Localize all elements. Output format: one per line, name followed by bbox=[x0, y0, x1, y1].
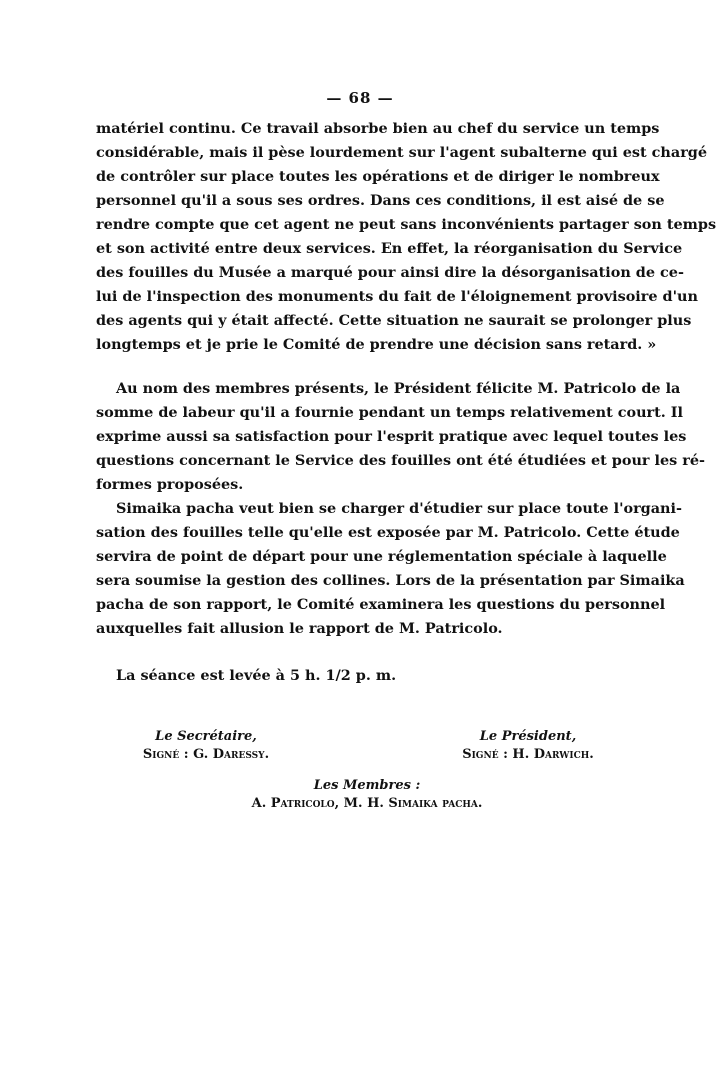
text-line: pacha de son rapport, le Comité examinera les questions du personnel bbox=[96, 596, 666, 613]
text-line: lui de l'inspection des monuments du fait de l'éloignement provisoire d'un bbox=[96, 288, 698, 305]
text-line: de contrôler sur place toutes les opérations et de diriger le nombreux bbox=[96, 168, 660, 185]
text-line: sation des fouilles telle qu'elle est exposée par M. Patricolo. Cette étude bbox=[96, 524, 680, 541]
text-line: matériel continu. Ce travail absorbe bien au chef du service un temps bbox=[96, 120, 660, 137]
text-line: formes proposées. bbox=[96, 476, 244, 493]
paragraph-continued bbox=[96, 117, 717, 357]
members-names: A. Patricolo, M. H. Simaika pacha. bbox=[251, 796, 483, 811]
text-line: auxquelles fait allusion le rapport de M. Patricolo. bbox=[96, 620, 503, 637]
members-title: Les Membres : bbox=[313, 778, 421, 793]
text-line: exprime aussi sa satisfaction pour l'esprit pratique avec lequel toutes les bbox=[96, 428, 687, 445]
text-line: questions concernant le Service des fouilles ont été étudiées et pour les ré- bbox=[96, 452, 705, 469]
text-line: servira de point de départ pour une réglementation spéciale à laquelle bbox=[96, 548, 667, 565]
paragraph-president bbox=[96, 377, 705, 497]
text-line: considérable, mais il pèse lourdement sur l'agent subalterne qui est chargé bbox=[96, 144, 707, 161]
president-signature bbox=[418, 728, 638, 764]
president-signed: Signé : H. Darwich. bbox=[462, 747, 594, 762]
paragraph-gap bbox=[96, 641, 638, 664]
text-line: longtemps et je prie le Comité de prendre une décision sans retard. » bbox=[96, 336, 657, 353]
text-line: et son activité entre deux services. En effet, la réorganisation du Service bbox=[96, 240, 683, 257]
text-line: somme de labeur qu'il a fournie pendant un temps relativement court. Il bbox=[96, 404, 684, 421]
text-line: Au nom des membres présents, le Président félicite M. Patricolo de la bbox=[116, 380, 681, 397]
paragraph-simaika bbox=[96, 497, 685, 641]
president-title: Le Président, bbox=[479, 729, 577, 744]
text-line: sera soumise la gestion des collines. Lors de la présentation par Simaika bbox=[96, 572, 685, 589]
paragraph-gap bbox=[96, 357, 638, 377]
body-text bbox=[96, 117, 717, 688]
members-signature bbox=[96, 777, 638, 813]
text-line: des agents qui y était affecté. Cette situation ne saurait se prolonger plus bbox=[96, 312, 692, 329]
secretary-signature bbox=[96, 728, 316, 764]
text-line: Simaika pacha veut bien se charger d'étudier sur place toute l'organi- bbox=[116, 500, 682, 517]
secretary-title: Le Secrétaire, bbox=[155, 729, 257, 744]
secretary-signed: Signé : G. Daressy. bbox=[142, 747, 270, 762]
text-line: rendre compte que cet agent ne peut sans inconvénients partager son temps bbox=[96, 216, 717, 233]
text-line: des fouilles du Musée a marqué pour ainsi dire la désorganisation de ce- bbox=[96, 264, 684, 281]
page-number: — 68 — bbox=[326, 89, 394, 107]
text-line: personnel qu'il a sous ses ordres. Dans ces conditions, il est aisé de se bbox=[96, 192, 665, 209]
closing-line: La séance est levée à 5 h. 1/2 p. m. bbox=[116, 667, 397, 684]
